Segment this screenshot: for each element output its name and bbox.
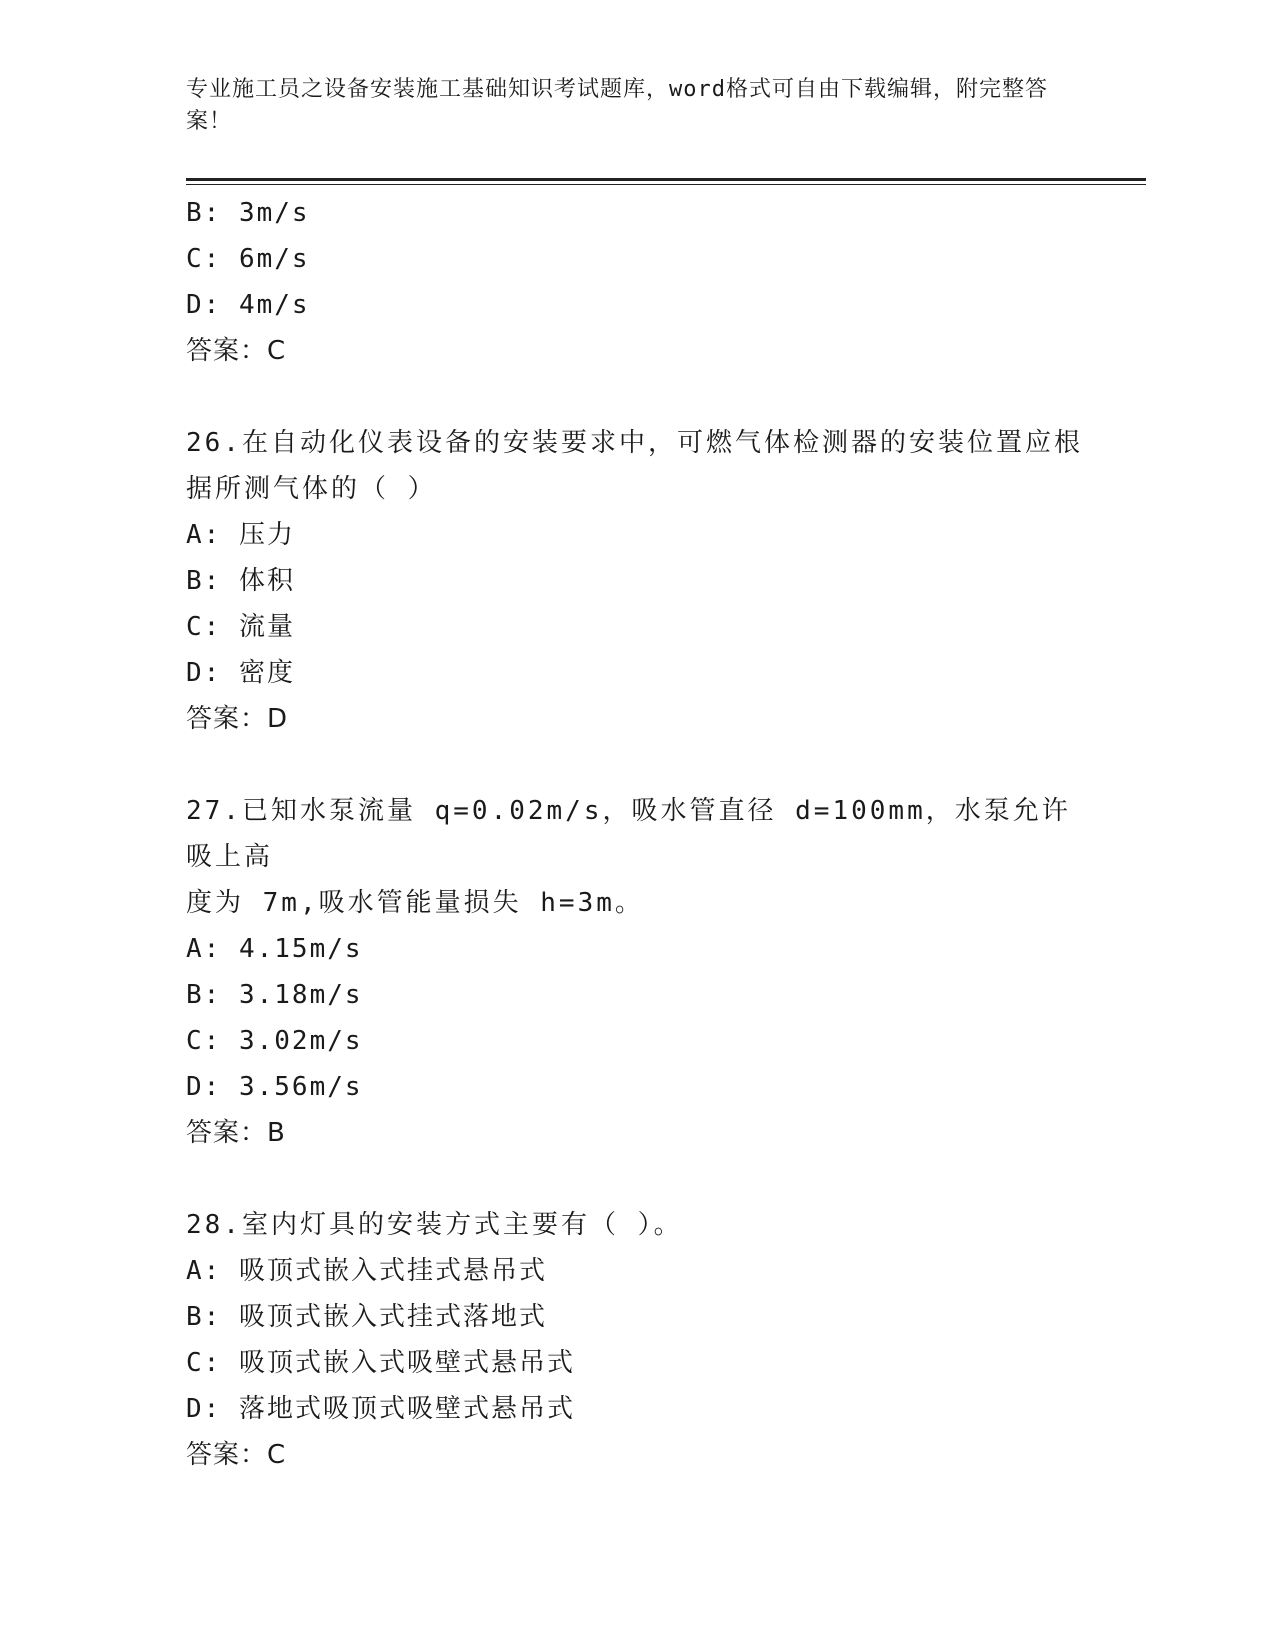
option-d: D: 3.56m/s [186, 1072, 363, 1102]
question-stem-cont: 据所测气体的（ ） [186, 474, 437, 504]
option-d: D: 4m/s [186, 290, 310, 320]
option-b: B: 体积 [186, 566, 295, 596]
option-a: A: 压力 [186, 520, 295, 550]
question-stem: 26.在自动化仪表设备的安装要求中，可燃气体检测器的安装位置应根 [186, 428, 1083, 458]
option-c: C: 流量 [186, 612, 295, 642]
option-a: A: 4.15m/s [186, 934, 363, 964]
question-stem: 28.室内灯具的安装方式主要有（ ）。 [186, 1210, 683, 1240]
option-d: D: 落地式吸顶式吸壁式悬吊式 [186, 1394, 575, 1424]
option-c: C: 3.02m/s [186, 1026, 363, 1056]
answer-line: 答案：D [186, 704, 289, 734]
header-divider-thick [186, 178, 1146, 181]
answer-line: 答案：C [186, 336, 287, 366]
option-a: A: 吸顶式嵌入式挂式悬吊式 [186, 1256, 547, 1286]
question-stem-cont: 度为 7m,吸水管能量损失 h=3m。 [186, 888, 644, 918]
question-26 [186, 420, 1086, 742]
header-divider-thin [186, 184, 1146, 185]
document-header [186, 74, 1066, 138]
header-title: 专业施工员之设备安装施工基础知识考试题库，word格式可自由下载编辑，附完整答案！ [186, 77, 1048, 134]
question-27 [186, 788, 1086, 1156]
question-list [186, 190, 1086, 1478]
option-b: B: 3m/s [186, 198, 310, 228]
option-c: C: 6m/s [186, 244, 310, 274]
option-c: C: 吸顶式嵌入式吸壁式悬吊式 [186, 1348, 575, 1378]
option-b: B: 3.18m/s [186, 980, 363, 1010]
option-b: B: 吸顶式嵌入式挂式落地式 [186, 1302, 547, 1332]
answer-line: 答案：C [186, 1440, 287, 1470]
question-stem: 27.已知水泵流量 q=0.02m/s，吸水管直径 d=100mm，水泵允许吸上高 [186, 796, 1071, 872]
answer-line: 答案：B [186, 1118, 286, 1148]
question-25-tail [186, 190, 1086, 374]
option-d: D: 密度 [186, 658, 295, 688]
question-28 [186, 1202, 1086, 1478]
